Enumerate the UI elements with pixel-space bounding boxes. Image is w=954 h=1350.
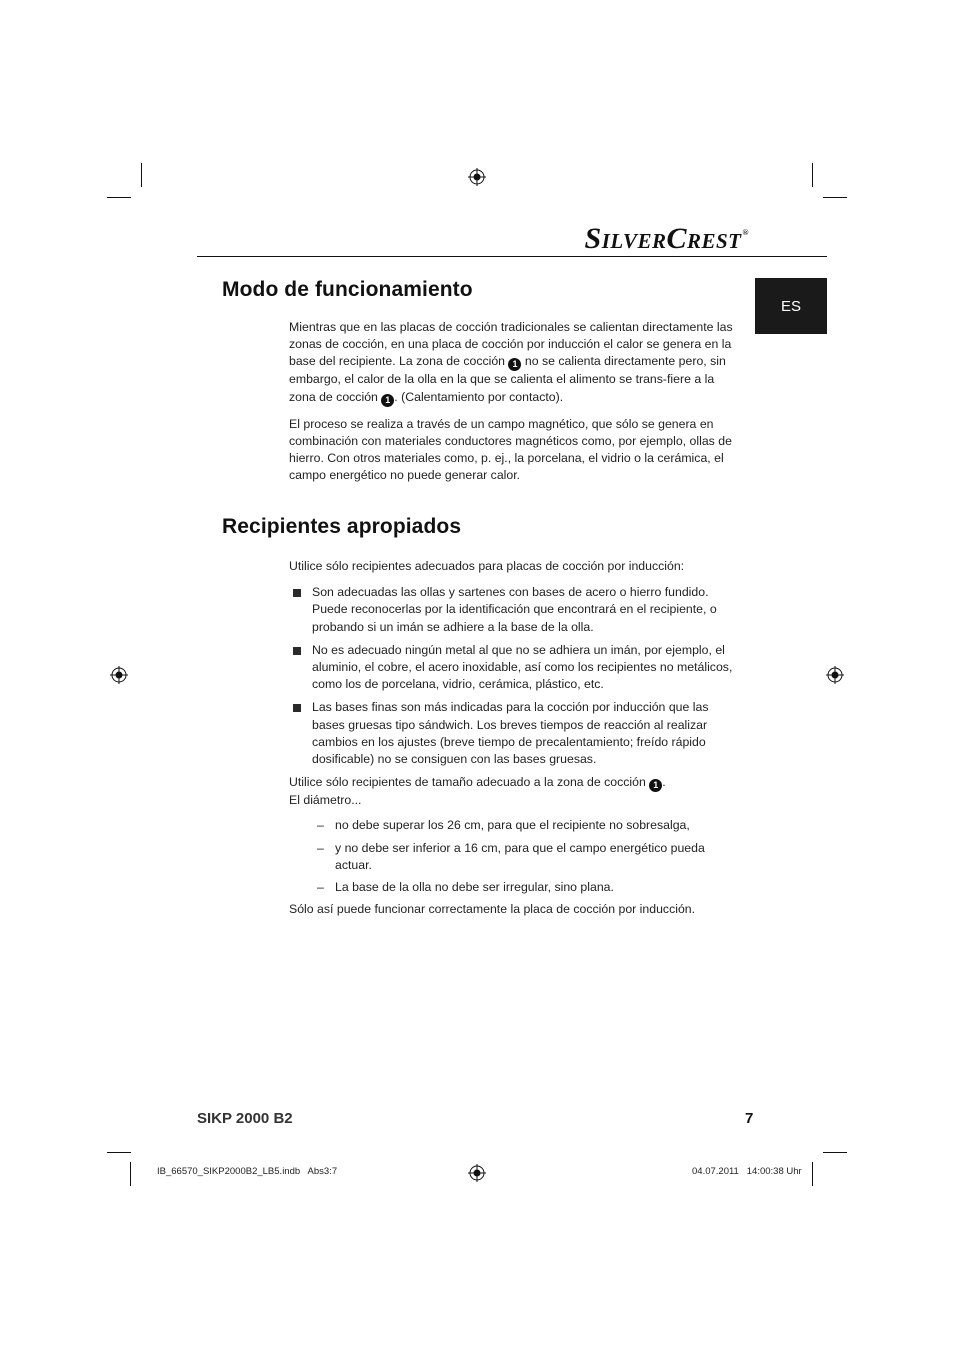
paragraph: Sólo así puede funcionar correctamente la placa de cocción por inducción. xyxy=(289,902,696,917)
square-bullet-icon xyxy=(293,647,301,655)
language-tab: ES xyxy=(755,278,827,334)
list-item: – no debe superar los 26 cm, para que el recipiente no sobresalga, xyxy=(317,818,690,833)
section-title-recipientes: Recipientes apropiados xyxy=(222,515,462,538)
crop-mark xyxy=(107,1152,131,1153)
model-number: SIKP 2000 B2 xyxy=(197,1110,293,1127)
page-number: 7 xyxy=(745,1110,754,1127)
cooking-zone-marker: 1 xyxy=(381,394,394,407)
square-bullet-icon xyxy=(293,704,301,712)
paragraph: Utilice sólo recipientes de tamaño adecuado a la zona de cocción 1 . El diámetro... xyxy=(289,775,666,808)
paragraph: Utilice sólo recipientes adecuados para placas de cocción por inducción: xyxy=(289,559,685,573)
paragraph: Mientras que en las placas de cocción tradicionales se calientan directamente las zonas de cocción, en una placa de cocción por inducción el calor se genera en la base del recipiente. La zona de cocción 1 no se calienta directamente pero, sin embargo, el calor de la olla en la que se calienta el alimento se trans-fiere a la zona de cocción 1 . (Calentamiento por contacto). xyxy=(289,320,733,405)
list-item: – La base de la olla no debe ser irregular, sino plana. xyxy=(317,880,614,895)
crop-mark xyxy=(130,1162,131,1186)
crop-mark xyxy=(107,197,131,198)
crop-mark xyxy=(812,1162,813,1186)
list-item: No es adecuado ningún metal al que no se adhiera un imán, por ejemplo, el aluminio, el cobre, el acero inoxidable, así como los recipientes no metálicos, como los de porcelana, vidrio, cerámica, plástico, etc. xyxy=(289,642,735,694)
crop-mark xyxy=(823,197,847,198)
cooking-zone-marker: 1 xyxy=(508,358,521,371)
registration-mark-icon xyxy=(826,666,844,684)
section-body-funcionamiento xyxy=(289,319,735,493)
crop-mark xyxy=(141,163,142,187)
registration-mark-icon xyxy=(110,666,128,684)
list-item: Las bases finas son más indicadas para la cocción por inducción que las bases gruesas tipo sándwich. Los breves tiempos de reacción al realizar cambios en los ajustes (breve tiempo de precalentamiento; freído rápido dosificable) no se consiguen con las bases gruesas. xyxy=(289,699,735,768)
list-item: – y no debe ser inferior a 16 cm, para que el campo energético pueda actuar. xyxy=(317,840,705,872)
registration-mark-icon xyxy=(468,168,486,186)
print-slug-date: 04.07.2011 14:00:38 Uhr xyxy=(692,1166,802,1177)
cooking-zone-marker: 1 xyxy=(649,779,662,792)
header-rule xyxy=(197,256,827,257)
paragraph: El proceso se realiza a través de un campo magnético, que sólo se genera en combinación con materiales conductores magnéticos como, por ejemplo, ollas de hierro. Con otros materiales como, p. ej., la porcelana, el vidrio o la cerámica, el campo energético no puede generar calor. xyxy=(289,416,732,483)
print-slug-file: IB_66570_SIKP2000B2_LB5.indb Abs3:7 xyxy=(157,1166,338,1177)
bullet-list xyxy=(289,584,735,768)
list-item: Son adecuadas las ollas y sartenes con bases de acero o hierro fundido. Puede reconocerlas por la identificación que encontrará en el recipiente, o probando si un imán se adhiere a la base de la olla. xyxy=(289,584,735,636)
section-body-recipientes xyxy=(289,558,735,927)
crop-mark xyxy=(823,1152,847,1153)
square-bullet-icon xyxy=(293,589,301,597)
dash-list xyxy=(289,817,735,896)
registration-mark-icon xyxy=(468,1164,486,1182)
section-title-funcionamiento: Modo de funcionamiento xyxy=(222,278,473,301)
brand-logo: SILVERCREST® xyxy=(584,222,749,255)
crop-mark xyxy=(812,163,813,187)
